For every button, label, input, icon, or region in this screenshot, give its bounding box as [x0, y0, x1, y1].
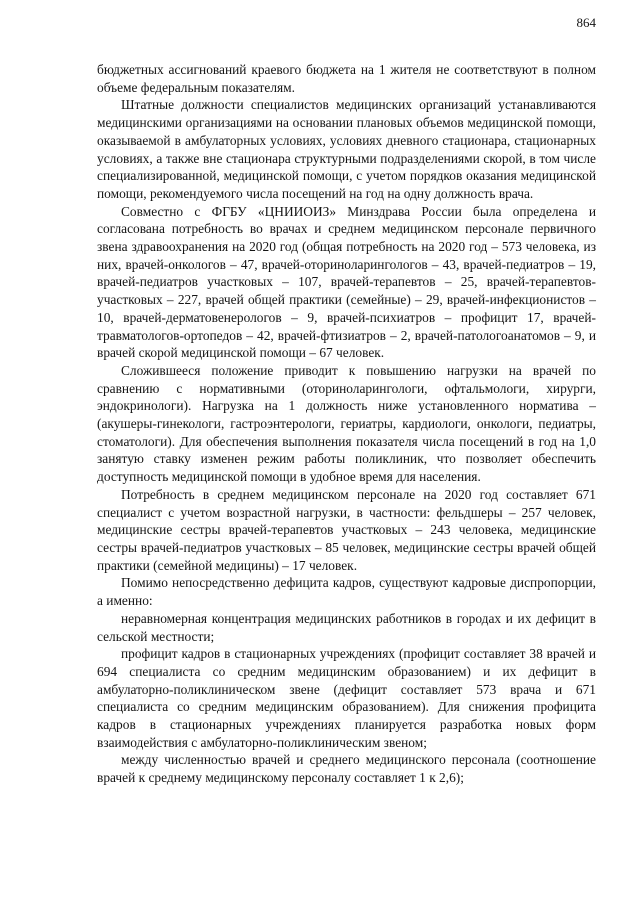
paragraph: Помимо непосредственно дефицита кадров, существуют кадровые диспропорции, а именно: [97, 575, 596, 609]
page-number: 864 [576, 15, 596, 30]
paragraph: Совместно с ФГБУ «ЦНИИОИЗ» Минздрава России была определена и согласована потребность во врачах и среднем медицинском персонале первичного звена здравоохранения на 2020 год (общая потребность на 2020 год – 573 человека, из них, врачей-онкологов – 47, врачей-оториноларингологов – 43, врачей-педиатров – 19, врачей-педиатров участковых – 107, врачей-терапевтов – 25, врачей-терапевтов-участковых – 227, врачей общей практики (семейные) – 29, врачей-инфекционистов – 10, врачей-дерматовенерологов – 9, врачей-психиатров – профицит 17, врачей-травматологов-ортопедов – 42, врачей-фтизиатров – 2, врачей-патологоанатомов – 9, и врачей скорой медицинской помощи – 67 человек. [97, 203, 596, 361]
paragraph: Потребность в среднем медицинском персонале на 2020 год составляет 671 специалист с учетом возрастной нагрузки, в частности: фельдшеры – 257 человек, медицинские сестры врачей-терапевтов участковых – 243 человека, медицинские сестры врачей-педиатров участковых – 85 человек, медицинские сестры врачей общей практики (семейной медицины) – 17 человек. [97, 486, 596, 573]
paragraph: между численностью врачей и среднего медицинского персонала (соотношение врачей к среднему медицинскому персоналу составляет 1 к 2,6); [97, 752, 596, 786]
paragraph: Сложившееся положение приводит к повышению нагрузки на врачей по сравнению с нормативными (оториноларингологи, офтальмологи, хирурги, эндокринологи). Нагрузка на 1 должность ниже установленного норматива – (акушеры-гинекологи, гастроэнтерологи, гериатры, кардиологи, онкологи, педиатры, стоматологи). Для обеспечения выполнения показателя числа посещений в год на 1,0 занятую ставку изменен режим работы поликлиник, что позволяет обеспечить доступность медицинской помощи в удобное время для населения. [97, 362, 596, 485]
paragraph: профицит кадров в стационарных учреждениях (профицит составляет 38 врачей и 694 специалиста со средним медицинским образованием) и их дефицит в амбулаторно-поликлиническом звене (дефицит составляет 573 врача и 671 специалиста со средним медицинским образованием). Для снижения профицита кадров в стационарных учреждениях планируется разработка новых форм взаимодействия с амбулаторно-поликлиническим звеном; [97, 646, 596, 750]
paragraph: неравномерная концентрация медицинских работников в городах и их дефицит в сельской местности; [97, 610, 596, 644]
paragraph: Штатные должности специалистов медицинских организаций устанавливаются медицинскими организациями на основании плановых объемов медицинской помощи, оказываемой в амбулаторных условиях, условиях дневного стационара, стационарных условиях, а также вне стационара структурными подразделениями скорой, в том числе специализированной, медицинской помощи, с учетом порядков оказания медицинской помощи, рекомендуемого числа посещений на год на одну должность врача. [97, 97, 596, 201]
body-text [97, 61, 596, 787]
paragraph: бюджетных ассигнований краевого бюджета на 1 жителя не соответствуют в полном объеме федеральным показателям. [97, 62, 596, 95]
